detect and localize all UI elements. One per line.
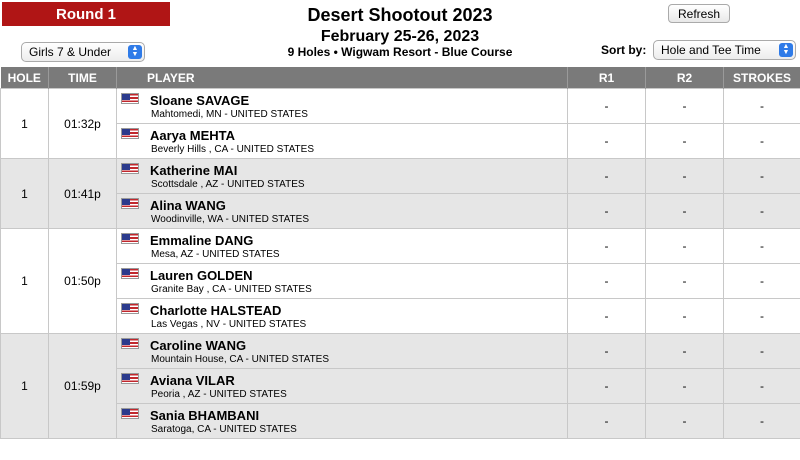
tournament-title: Desert Shootout 2023 — [307, 5, 493, 25]
round-2-score: - — [646, 264, 724, 299]
us-flag-icon — [121, 163, 139, 174]
player-cell[interactable] — [117, 194, 568, 229]
player-name[interactable]: Sania BHAMBANI — [150, 408, 260, 423]
us-flag-icon — [121, 303, 139, 314]
round-2-score: - — [646, 229, 724, 264]
strokes-total: - — [724, 369, 800, 404]
tournament-dates: February 25-26, 2023 — [320, 28, 480, 45]
tee-time-cell: 01:41p — [49, 159, 117, 229]
tee-time-cell: 01:59p — [49, 334, 117, 439]
player-location: Peoria , AZ - UNITED STATES — [151, 389, 287, 400]
player-location: Mahtomedi, MN - UNITED STATES — [151, 109, 308, 120]
table-body — [1, 89, 800, 439]
player-name[interactable]: Caroline WANG — [150, 338, 247, 353]
player-cell[interactable] — [117, 229, 568, 264]
strokes-total: - — [724, 299, 800, 334]
column-header-strokes[interactable]: STROKES — [724, 67, 800, 89]
player-name[interactable]: Alina WANG — [150, 198, 226, 213]
hole-cell: 1 — [1, 229, 49, 334]
player-name[interactable]: Lauren GOLDEN — [150, 268, 253, 283]
column-header-r1[interactable]: R1 — [568, 67, 646, 89]
strokes-total: - — [724, 334, 800, 369]
player-location: Las Vegas , NV - UNITED STATES — [151, 319, 307, 330]
us-flag-icon — [121, 373, 139, 384]
strokes-total: - — [724, 89, 800, 124]
sort-label: Sort by: — [601, 43, 647, 57]
round-1-score: - — [568, 89, 646, 124]
player-name[interactable]: Katherine MAI — [150, 163, 238, 178]
player-cell[interactable] — [117, 159, 568, 194]
us-flag-icon — [121, 338, 139, 349]
player-name[interactable]: Aviana VILAR — [150, 373, 235, 388]
column-header-player[interactable]: PLAYER — [117, 67, 568, 89]
strokes-total: - — [724, 404, 800, 439]
tournament-venue: 9 Holes • Wigwam Resort - Blue Course — [287, 45, 513, 59]
player-cell[interactable] — [117, 404, 568, 439]
hole-cell: 1 — [1, 159, 49, 229]
us-flag-icon — [121, 128, 139, 139]
player-location: Mountain House, CA - UNITED STATES — [151, 354, 330, 365]
us-flag-icon — [121, 198, 139, 209]
round-1-score: - — [568, 194, 646, 229]
round-2-score: - — [646, 89, 724, 124]
table-row — [1, 264, 800, 299]
table-row — [1, 369, 800, 404]
round-2-score: - — [646, 404, 724, 439]
player-location: Scottsdale , AZ - UNITED STATES — [151, 179, 305, 190]
column-header-hole[interactable]: HOLE — [1, 67, 49, 89]
refresh-button[interactable]: Refresh — [668, 4, 730, 23]
strokes-total: - — [724, 194, 800, 229]
up-down-chevron-icon: ▲ ▼ — [128, 45, 142, 59]
column-header-time[interactable]: TIME — [49, 67, 117, 89]
round-1-score: - — [568, 264, 646, 299]
player-location: Woodinville, WA - UNITED STATES — [151, 214, 309, 225]
round-2-score: - — [646, 334, 724, 369]
player-cell[interactable] — [117, 124, 568, 159]
round-1-score: - — [568, 229, 646, 264]
player-location: Beverly Hills , CA - UNITED STATES — [151, 144, 314, 155]
player-cell[interactable] — [117, 89, 568, 124]
player-cell[interactable] — [117, 264, 568, 299]
strokes-total: - — [724, 124, 800, 159]
round-1-score: - — [568, 404, 646, 439]
player-cell[interactable] — [117, 299, 568, 334]
round-1-score: - — [568, 334, 646, 369]
player-name[interactable]: Charlotte HALSTEAD — [150, 303, 282, 318]
us-flag-icon — [121, 408, 139, 419]
us-flag-icon — [121, 268, 139, 279]
round-1-score: - — [568, 299, 646, 334]
round-1-score: - — [568, 159, 646, 194]
round-1-score: - — [568, 124, 646, 159]
player-name[interactable]: Emmaline DANG — [150, 233, 254, 248]
table-row — [1, 89, 800, 124]
hole-cell: 1 — [1, 334, 49, 439]
round-2-score: - — [646, 299, 724, 334]
tee-time-cell: 01:50p — [49, 229, 117, 334]
us-flag-icon — [121, 233, 139, 244]
column-header-r2[interactable]: R2 — [646, 67, 724, 89]
player-location: Saratoga, CA - UNITED STATES — [151, 424, 297, 435]
strokes-total: - — [724, 229, 800, 264]
round-2-score: - — [646, 369, 724, 404]
round-2-score: - — [646, 159, 724, 194]
table-row — [1, 299, 800, 334]
table-row — [1, 334, 800, 369]
table-row — [1, 404, 800, 439]
sort-select[interactable] — [653, 40, 796, 60]
hole-cell: 1 — [1, 89, 49, 159]
player-name[interactable]: Sloane SAVAGE — [150, 93, 250, 108]
player-cell[interactable] — [117, 334, 568, 369]
player-cell[interactable] — [117, 369, 568, 404]
table-header-row — [1, 67, 800, 89]
table-row — [1, 124, 800, 159]
sort-select-value: Hole and Tee Time — [661, 43, 761, 57]
strokes-total: - — [724, 264, 800, 299]
round-2-score: - — [646, 194, 724, 229]
round-1-score: - — [568, 369, 646, 404]
tee-time-cell: 01:32p — [49, 89, 117, 159]
tee-times-table — [0, 67, 800, 439]
player-name[interactable]: Aarya MEHTA — [150, 128, 236, 143]
up-down-chevron-icon: ▲ ▼ — [779, 43, 793, 57]
round-tab[interactable]: Round 1 — [2, 2, 170, 26]
table-row — [1, 229, 800, 264]
table-row — [1, 194, 800, 229]
round-2-score: - — [646, 124, 724, 159]
table-row — [1, 159, 800, 194]
division-select-value: Girls 7 & Under — [29, 45, 112, 59]
player-location: Mesa, AZ - UNITED STATES — [151, 249, 280, 260]
player-location: Granite Bay , CA - UNITED STATES — [151, 284, 312, 295]
strokes-total: - — [724, 159, 800, 194]
us-flag-icon — [121, 93, 139, 104]
division-select[interactable] — [21, 42, 145, 62]
